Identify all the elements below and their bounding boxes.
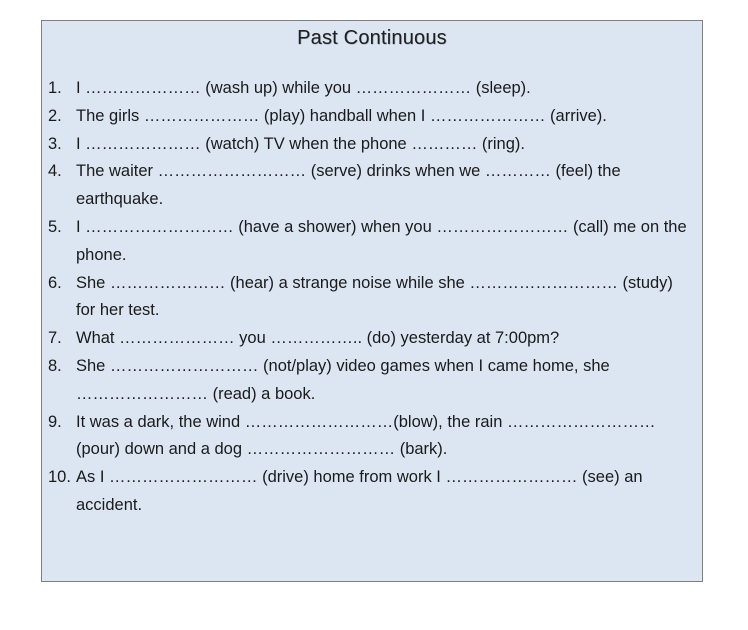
exercise-item-5 — [48, 214, 688, 270]
exercise-number: 7. — [48, 329, 62, 348]
exercise-number: 1. — [48, 79, 62, 97]
exercise-text: It was a dark, the wind ………………………(blow), the rain ……………………… (pour) down and a dog ……………………… (bark). — [76, 412, 656, 459]
exercise-text: The waiter ……………………… (serve) drinks when we ………… (feel) the earthquake. — [76, 162, 621, 209]
exercise-list — [48, 75, 688, 520]
worksheet-panel — [41, 20, 703, 582]
exercise-item-7 — [48, 325, 688, 353]
exercise-item-9 — [48, 409, 688, 465]
exercise-text: The girls ………………… (play) handball when I ………………… (arrive). — [76, 106, 607, 125]
exercise-number: 2. — [48, 106, 62, 125]
exercise-text: I ……………………… (have a shower) when you …………………… (call) me on the phone. — [76, 217, 687, 264]
exercise-item-8 — [48, 353, 688, 409]
exercise-text: What ………………… you …………….. (do) yesterday at 7:00pm? — [76, 329, 560, 348]
exercise-number: 4. — [48, 162, 62, 181]
exercise-item-6 — [48, 270, 688, 326]
exercise-text: She ………………… (hear) a strange noise while she ……………………… (study) for her test. — [76, 273, 673, 320]
worksheet-title: Past Continuous — [297, 27, 447, 49]
exercise-text: As I ……………………… (drive) home from work I …………………… (see) an accident. — [76, 468, 643, 514]
exercise-text: I ………………… (wash up) while you ………………… (sleep). — [76, 79, 531, 97]
exercise-number: 6. — [48, 273, 62, 292]
exercise-item-1 — [48, 75, 688, 103]
exercise-number: 10. — [48, 468, 71, 487]
exercise-text: I ………………… (watch) TV when the phone ………… (ring). — [76, 134, 525, 153]
exercise-item-10 — [48, 464, 688, 520]
exercise-number: 9. — [48, 412, 62, 431]
exercise-number: 3. — [48, 134, 62, 153]
exercise-item-4 — [48, 158, 688, 214]
exercise-text: She ……………………… (not/play) video games when I came home, she …………………… (read) a book. — [76, 356, 610, 403]
exercise-item-2 — [48, 103, 688, 131]
exercise-item-3 — [48, 131, 688, 159]
exercise-number: 5. — [48, 217, 62, 236]
exercise-number: 8. — [48, 356, 62, 375]
